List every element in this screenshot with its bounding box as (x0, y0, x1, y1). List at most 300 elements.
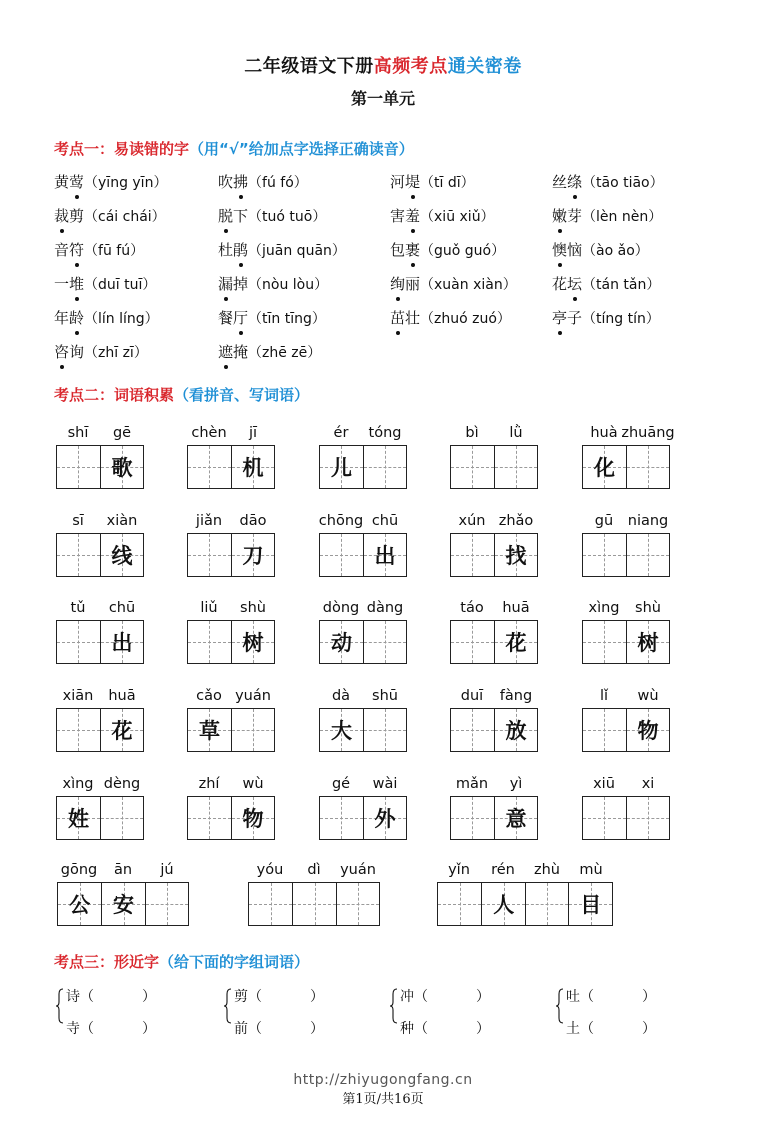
emphasis-dot (396, 331, 400, 335)
reading-item (218, 308, 326, 329)
reading-pinyin-options: （xuàn xiàn） (420, 277, 517, 293)
grid-cell-filled (320, 709, 363, 751)
emphasis-dot (239, 331, 243, 335)
writing-grid (437, 882, 613, 926)
base-character: 种 (400, 1021, 414, 1037)
pinyin-syllable: huà (590, 425, 618, 441)
close-paren: ） (642, 989, 656, 1005)
pinyin-word-item (248, 862, 380, 926)
reading-pinyin-options: （guǒ guó） (420, 243, 506, 259)
emphasis-dot (75, 297, 79, 301)
reading-word: 裁剪 (54, 207, 85, 225)
grid-cell-blank[interactable] (626, 446, 669, 488)
grid-cell-blank[interactable] (188, 797, 231, 839)
pinyin-syllable: wù (242, 776, 264, 792)
reading-item (552, 308, 660, 329)
grid-cell-filled (494, 709, 537, 751)
reading-word: 河堤 (390, 173, 421, 191)
pinyin-syllable: zhuāng (621, 425, 675, 441)
base-character: 吐 (566, 989, 580, 1005)
pinyin-word-item (319, 513, 407, 577)
given-character: 目 (580, 892, 602, 917)
word-group-line[interactable] (66, 986, 156, 1006)
word-group-line[interactable] (234, 1018, 324, 1038)
close-paren: ） (642, 1021, 656, 1037)
pinyin-syllable: gē (112, 425, 132, 441)
grid-cell-filled (231, 621, 274, 663)
pinyin-syllable: niang (627, 513, 669, 529)
writing-grid (56, 796, 144, 840)
pinyin-word-item (319, 776, 407, 840)
given-character: 花 (111, 718, 133, 743)
pinyin-syllable: shù (635, 600, 661, 616)
grid-cell-blank[interactable] (57, 446, 100, 488)
reading-item (54, 274, 156, 295)
pinyin-syllable: ān (113, 862, 133, 878)
reading-pinyin-options: （tán tǎn） (582, 277, 661, 293)
pinyin-syllable: xún (458, 513, 486, 529)
pinyin-syllable: yǐn (448, 862, 470, 878)
close-paren: ） (476, 1021, 490, 1037)
given-character: 刀 (242, 543, 264, 568)
section-3-heading (54, 951, 309, 972)
reading-item (390, 172, 475, 193)
pinyin-word-item (56, 776, 144, 840)
grid-cell-filled (231, 446, 274, 488)
reading-item (218, 172, 308, 193)
grid-cell-blank[interactable] (438, 883, 481, 925)
grid-cell-blank[interactable] (583, 797, 626, 839)
pinyin-syllable: lǐ (599, 688, 609, 704)
grid-cell-blank[interactable] (451, 446, 494, 488)
open-paren: （ (580, 1021, 594, 1037)
writing-grid (187, 620, 275, 664)
given-character: 找 (505, 543, 527, 568)
reading-item (54, 172, 167, 193)
base-character: 土 (566, 1021, 580, 1037)
pinyin-syllable: gé (331, 776, 351, 792)
reading-word: 花坛 (552, 275, 583, 293)
writing-grid (187, 445, 275, 489)
writing-grid (187, 796, 275, 840)
grid-cell-blank[interactable] (320, 534, 363, 576)
reading-item (390, 206, 495, 227)
pinyin-syllable: xiān (62, 688, 94, 704)
brace-icon (56, 988, 64, 1024)
pinyin-syllable: dà (331, 688, 351, 704)
grid-cell-filled (231, 534, 274, 576)
word-group-line[interactable] (400, 986, 490, 1006)
base-character: 前 (234, 1021, 248, 1037)
word-group-line[interactable] (234, 986, 324, 1006)
open-paren: （ (414, 1021, 428, 1037)
pinyin-syllable: bì (465, 425, 479, 441)
section-2-heading (54, 384, 309, 405)
grid-cell-filled (100, 709, 143, 751)
grid-cell-filled (363, 797, 406, 839)
reading-word: 咨询 (54, 343, 85, 361)
pinyin-syllable: dàng (366, 600, 404, 616)
grid-cell-blank[interactable] (249, 883, 292, 925)
grid-cell-filled (626, 621, 669, 663)
given-character: 花 (505, 630, 527, 655)
emphasis-dot (239, 195, 243, 199)
grid-cell-filled (568, 883, 612, 925)
reading-word: 音符 (54, 241, 85, 259)
grid-cell-blank[interactable] (320, 797, 363, 839)
grid-cell-blank[interactable] (57, 709, 100, 751)
reading-pinyin-options: （zhuó zuó） (420, 311, 511, 327)
grid-cell-blank[interactable] (451, 621, 494, 663)
pinyin-syllable: chèn (191, 425, 227, 441)
writing-grid (450, 445, 538, 489)
given-character: 机 (242, 455, 264, 480)
pinyin-syllable: lǜ (509, 425, 523, 441)
given-character: 化 (593, 455, 615, 480)
pinyin-word-item (450, 776, 538, 840)
base-character: 诗 (66, 989, 80, 1005)
emphasis-dot (224, 365, 228, 369)
pinyin-syllable: jī (248, 425, 258, 441)
given-character: 线 (111, 543, 133, 568)
given-character: 儿 (330, 455, 352, 480)
reading-word: 嫩芽 (552, 207, 583, 225)
given-character: 树 (637, 630, 659, 655)
emphasis-dot (558, 263, 562, 267)
reading-pinyin-options: （ào ǎo） (582, 243, 649, 259)
grid-cell-blank[interactable] (231, 709, 274, 751)
grid-cell-blank[interactable] (583, 709, 626, 751)
pinyin-syllable: xi (641, 776, 655, 792)
emphasis-dot (558, 331, 562, 335)
pinyin-word-item (437, 862, 613, 926)
given-character: 动 (330, 630, 352, 655)
pinyin-syllable: zhí (198, 776, 220, 792)
grid-cell-blank[interactable] (451, 797, 494, 839)
close-paren: ） (142, 989, 156, 1005)
grid-cell-filled (100, 621, 143, 663)
base-character: 剪 (234, 989, 248, 1005)
pinyin-word-item (56, 425, 144, 489)
pinyin-syllable: chū (108, 600, 136, 616)
reading-pinyin-options: （yīng yīn） (84, 175, 168, 191)
reading-item (552, 274, 660, 295)
pinyin-word-item (56, 688, 144, 752)
grid-cell-blank[interactable] (100, 797, 143, 839)
section-1-heading (54, 138, 414, 159)
reading-pinyin-options: （fú fó） (248, 175, 308, 191)
reading-word: 茁壮 (390, 309, 421, 327)
pinyin-word-item (187, 600, 275, 664)
open-paren: （ (248, 1021, 262, 1037)
reading-word: 黄莺 (54, 173, 85, 191)
grid-cell-blank[interactable] (292, 883, 335, 925)
emphasis-dot (60, 365, 64, 369)
pinyin-syllable: rén (491, 862, 515, 878)
grid-cell-filled (320, 446, 363, 488)
grid-cell-blank[interactable] (626, 797, 669, 839)
brace-icon (224, 988, 232, 1024)
grid-cell-blank[interactable] (145, 883, 188, 925)
section-1-heading-note: （用“√”给加点字选择正确读音） (189, 140, 414, 158)
page-number: 第1页/共16页 (342, 1092, 424, 1107)
reading-pinyin-options: （duī tuī） (84, 277, 157, 293)
emphasis-dot (75, 263, 79, 267)
writing-grid (319, 796, 407, 840)
grid-cell-blank[interactable] (583, 534, 626, 576)
writing-grid (56, 445, 144, 489)
reading-pinyin-options: （tíng tín） (582, 311, 660, 327)
grid-cell-filled (494, 621, 537, 663)
reading-pinyin-options: （lèn nèn） (582, 209, 663, 225)
pinyin-syllable: fàng (499, 688, 533, 704)
writing-grid (187, 533, 275, 577)
writing-grid (56, 533, 144, 577)
given-character: 放 (505, 718, 527, 743)
given-character: 出 (374, 543, 396, 568)
pinyin-syllable: liǔ (200, 600, 218, 616)
pinyin-syllable: zhǎo (498, 513, 534, 529)
pinyin-syllable: mǎn (455, 776, 489, 792)
reading-pinyin-options: （nòu lòu） (248, 277, 329, 293)
pinyin-syllable: yuán (340, 862, 376, 878)
pinyin-syllable: gōng (60, 862, 98, 878)
reading-word: 遮掩 (218, 343, 249, 361)
writing-grid (248, 882, 380, 926)
reading-word: 一堆 (54, 275, 85, 293)
word-group-line[interactable] (400, 1018, 490, 1038)
writing-grid (582, 796, 670, 840)
pinyin-syllable: gū (594, 513, 614, 529)
writing-grid (450, 708, 538, 752)
close-paren: ） (310, 1021, 324, 1037)
grid-cell-filled (626, 709, 669, 751)
reading-item (54, 240, 144, 261)
brace-icon (390, 988, 398, 1024)
pinyin-syllable: wù (637, 688, 659, 704)
grid-cell-filled (494, 534, 537, 576)
grid-cell-filled (188, 709, 231, 751)
grid-cell-filled (101, 883, 144, 925)
given-character: 姓 (67, 806, 89, 831)
similar-char-group (66, 986, 176, 1037)
writing-grid (187, 708, 275, 752)
pinyin-syllable: xiàn (106, 513, 138, 529)
given-character: 大 (330, 718, 352, 743)
word-group-line[interactable] (566, 986, 656, 1006)
given-character: 物 (637, 718, 659, 743)
grid-cell-blank[interactable] (57, 621, 100, 663)
pinyin-word-item (319, 600, 407, 664)
reading-pinyin-options: （tuó tuō） (248, 209, 327, 225)
grid-cell-blank[interactable] (451, 709, 494, 751)
grid-cell-blank[interactable] (626, 534, 669, 576)
reading-word: 杜鹃 (218, 241, 249, 259)
reading-item (54, 308, 159, 329)
emphasis-dot (396, 297, 400, 301)
reading-word: 亭子 (552, 309, 583, 327)
given-character: 物 (242, 806, 264, 831)
writing-grid (450, 796, 538, 840)
given-character: 草 (198, 718, 220, 743)
footer-url: http://zhiyugongfang.cn (293, 1072, 473, 1088)
pinyin-syllable: zhù (534, 862, 560, 878)
reading-item (218, 342, 321, 363)
emphasis-dot (75, 195, 79, 199)
given-character: 外 (374, 806, 396, 831)
pinyin-word-item (582, 600, 670, 664)
emphasis-dot (573, 195, 577, 199)
reading-word: 丝绦 (552, 173, 583, 191)
pinyin-word-item (187, 776, 275, 840)
pinyin-word-item (56, 600, 144, 664)
similar-char-group (234, 986, 344, 1037)
pinyin-syllable: yì (509, 776, 523, 792)
similar-char-group (400, 986, 510, 1037)
open-paren: （ (580, 989, 594, 1005)
pinyin-syllable: ér (333, 425, 349, 441)
grid-cell-blank[interactable] (363, 446, 406, 488)
pinyin-syllable: yuán (235, 688, 271, 704)
open-paren: （ (414, 989, 428, 1005)
grid-cell-blank[interactable] (363, 709, 406, 751)
pinyin-syllable: xiū (593, 776, 615, 792)
pinyin-syllable: duī (460, 688, 484, 704)
reading-item (552, 240, 649, 261)
pinyin-syllable: chōng (318, 513, 364, 529)
section-2-heading-main: 考点二：词语积累 (54, 386, 175, 404)
brace-icon (556, 988, 564, 1024)
reading-pinyin-options: （zhē zē） (248, 345, 322, 361)
title-part-2: 高频考点 (373, 56, 448, 77)
pinyin-word-item (187, 513, 275, 577)
pinyin-word-item (319, 688, 407, 752)
pinyin-syllable: sī (72, 513, 84, 529)
emphasis-dot (411, 229, 415, 233)
grid-cell-filled (583, 446, 626, 488)
reading-pinyin-options: （tīn tīng） (248, 311, 326, 327)
reading-item (218, 274, 328, 295)
reading-item (390, 308, 511, 329)
emphasis-dot (411, 263, 415, 267)
emphasis-dot (224, 229, 228, 233)
pinyin-word-item (187, 688, 275, 752)
grid-cell-blank[interactable] (188, 621, 231, 663)
reading-pinyin-options: （tāo tiāo） (582, 175, 664, 191)
pinyin-syllable: yóu (256, 862, 284, 878)
grid-cell-blank[interactable] (451, 534, 494, 576)
grid-cell-blank[interactable] (57, 534, 100, 576)
pinyin-syllable: shū (372, 688, 398, 704)
close-paren: ） (310, 989, 324, 1005)
pinyin-syllable: dòng (322, 600, 360, 616)
reading-item (54, 342, 148, 363)
given-character: 安 (113, 892, 134, 917)
reading-item (218, 240, 346, 261)
given-character: 出 (111, 630, 133, 655)
pinyin-word-item (450, 513, 538, 577)
reading-pinyin-options: （cái chái） (84, 209, 166, 225)
reading-pinyin-options: （fū fú） (84, 243, 145, 259)
emphasis-dot (573, 297, 577, 301)
pinyin-word-item (450, 425, 538, 489)
grid-cell-blank[interactable] (583, 621, 626, 663)
pinyin-word-item (187, 425, 275, 489)
grid-cell-filled (57, 797, 100, 839)
grid-cell-filled (363, 534, 406, 576)
open-paren: （ (80, 1021, 94, 1037)
pinyin-syllable: wài (372, 776, 398, 792)
grid-cell-filled (320, 621, 363, 663)
reading-word: 脱下 (218, 207, 249, 225)
reading-word: 餐厅 (218, 309, 249, 327)
section-3-heading-note: （给下面的字组词语） (159, 953, 310, 971)
title-part-1: 二年级语文下册 (244, 56, 374, 77)
close-paren: ） (476, 989, 490, 1005)
grid-cell-blank[interactable] (336, 883, 379, 925)
pinyin-syllable: huā (108, 688, 136, 704)
pinyin-word-item (450, 600, 538, 664)
title-part-3: 通关密卷 (447, 56, 522, 77)
word-group-line[interactable] (566, 1018, 656, 1038)
writing-grid (450, 533, 538, 577)
writing-grid (57, 882, 189, 926)
grid-cell-blank[interactable] (188, 534, 231, 576)
pinyin-syllable: shù (240, 600, 266, 616)
reading-item (390, 240, 505, 261)
pinyin-word-item (450, 688, 538, 752)
writing-grid (56, 708, 144, 752)
open-paren: （ (248, 989, 262, 1005)
grid-cell-blank[interactable] (494, 446, 537, 488)
pinyin-word-item (582, 776, 670, 840)
grid-cell-blank[interactable] (188, 446, 231, 488)
pinyin-word-item (582, 425, 675, 489)
base-character: 冲 (400, 989, 414, 1005)
base-character: 寺 (66, 1021, 80, 1037)
given-character: 歌 (111, 455, 133, 480)
pinyin-word-item (319, 425, 407, 489)
reading-pinyin-options: （lín líng） (84, 311, 159, 327)
emphasis-dot (224, 297, 228, 301)
section-1-heading-main: 考点一：易读错的字 (54, 140, 190, 158)
reading-word: 懊恼 (552, 241, 583, 259)
given-character: 公 (69, 892, 91, 917)
grid-cell-filled (100, 534, 143, 576)
pinyin-syllable: xìng (62, 776, 94, 792)
pinyin-syllable: tǔ (70, 600, 86, 616)
pinyin-syllable: mù (579, 862, 603, 878)
pinyin-word-item (582, 688, 670, 752)
grid-cell-filled (231, 797, 274, 839)
pinyin-syllable: cǎo (196, 688, 222, 704)
section-3-heading-main: 考点三：形近字 (54, 953, 160, 971)
reading-word: 年龄 (54, 309, 85, 327)
grid-cell-blank[interactable] (525, 883, 569, 925)
pinyin-syllable: dèng (103, 776, 141, 792)
word-group-line[interactable] (66, 1018, 156, 1038)
pinyin-syllable: tóng (368, 425, 402, 441)
reading-word: 吹拂 (218, 173, 249, 191)
reading-item (54, 206, 166, 227)
writing-grid (319, 533, 407, 577)
grid-cell-blank[interactable] (363, 621, 406, 663)
reading-pinyin-options: （xiū xiǔ） (420, 209, 495, 225)
grid-cell-filled (58, 883, 101, 925)
emphasis-dot (75, 331, 79, 335)
pinyin-syllable: huā (502, 600, 530, 616)
writing-grid (582, 620, 670, 664)
